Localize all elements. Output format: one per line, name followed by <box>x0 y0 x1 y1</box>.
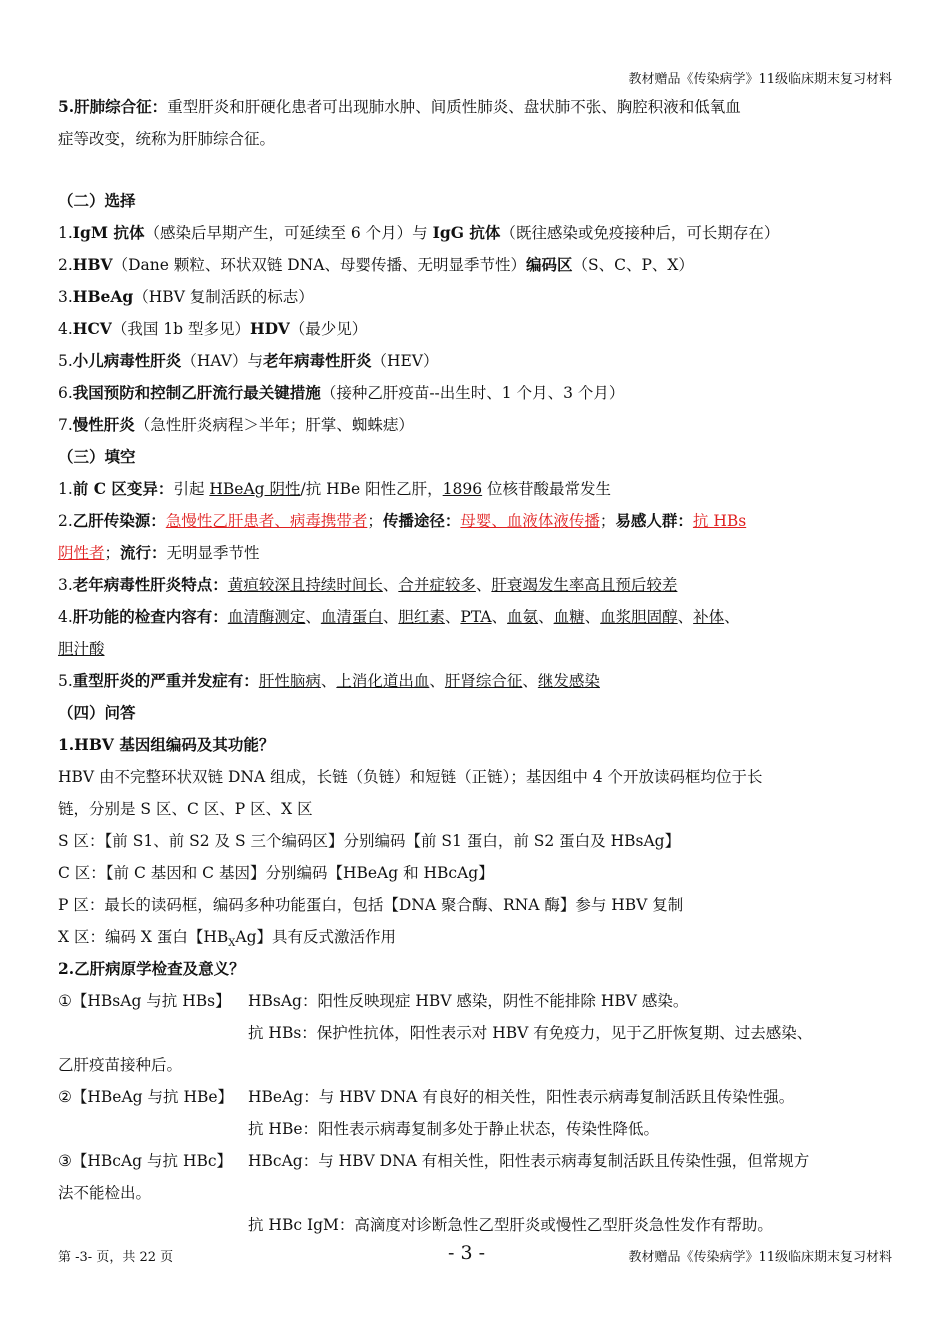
footer-page-number: - 3 - <box>448 1242 486 1264</box>
answer-line: HBV 由不完整环状双链 DNA 组成，长链（负链）和短链（正链）；基因组中 4 个开放读码框均位于长 <box>58 768 763 786</box>
fill-item-continued: 胆汁酸 <box>58 640 105 658</box>
answer-line: C 区：【前 C 基因和 C 基因】分别编码【HBeAg 和 HBcAg】 <box>58 864 494 882</box>
answer-line: P 区：最长的读码框，编码多种功能蛋白，包括【DNA 聚合酶、RNA 酶】参与 HBV 复制 <box>58 896 684 914</box>
fill-item: 4.肝功能的检查内容有：血清酶测定、血清蛋白、胆红素、PTA、血氨、血糖、血浆胆固醇、补体、 <box>58 607 740 626</box>
question-title: 1.HBV 基因组编码及其功能？ <box>58 735 275 754</box>
section-title-fill: （三）填空 <box>58 447 136 466</box>
definition-line: 5.肝肺综合征：重型肝炎和肝硬化患者可出现肺水肿、间质性肺炎、盘状肺不张、胸腔积液和低氧血 <box>58 97 741 116</box>
answer-line: 抗 HBc IgM：高滴度对诊断急性乙型肝炎或慢性乙型肝炎急性发作有帮助。 <box>248 1216 773 1234</box>
choice-item: 7.慢性肝炎（急性肝炎病程＞半年；肝掌、蜘蛛痣） <box>58 415 414 434</box>
choice-item: 3.HBeAg（HBV 复制活跃的标志） <box>58 287 314 306</box>
fill-item: 2.乙肝传染源：急慢性乙肝患者、病毒携带者；传播途径：母婴、血液体液传播；易感人群：抗 HBs <box>58 511 747 530</box>
choice-item: 6.我国预防和控制乙肝流行最关键措施（接种乙肝疫苗--出生时、1 个月、3 个月） <box>58 383 625 402</box>
choice-item: 1.IgM 抗体（感染后早期产生，可延续至 6 个月）与 IgG 抗体（既往感染或免疫接种后，可长期存在） <box>58 223 780 242</box>
answer-line: S 区：【前 S1、前 S2 及 S 三个编码区】分别编码【前 S1 蛋白，前 S2 蛋白及 HBsAg】 <box>58 832 681 850</box>
footer-title: 教材赠品《传染病学》11级临床期末复习材料 <box>628 1250 892 1265</box>
question-title: 2.乙肝病原学检查及意义？ <box>58 959 245 978</box>
fill-item: 3.老年病毒性肝炎特点：黄疸较深且持续时间长、合并症较多、肝衰竭发生率高且预后较差 <box>58 575 678 594</box>
fill-item: 5.重型肝炎的严重并发症有：肝性脑病、上消化道出血、肝肾综合征、继发感染 <box>58 671 600 690</box>
footer-page-info: 第 -3- 页，共 22 页 <box>58 1250 174 1265</box>
marker-label: ①【HBsAg 与抗 HBs】 <box>58 992 231 1010</box>
choice-item: 5.小儿病毒性肝炎（HAV）与老年病毒性肝炎（HEV） <box>58 351 439 370</box>
answer-line: 抗 HBs：保护性抗体，阳性表示对 HBV 有免疫力，见于乙肝恢复期、过去感染、 <box>248 1024 813 1042</box>
choice-item: 2.HBV（Dane 颗粒、环状双链 DNA、母婴传播、无明显季节性）编码区（S、C、P、X） <box>58 255 694 274</box>
fill-item: 1.前 C 区变异：引起 HBeAg 阴性/抗 HBe 阳性乙肝，1896 位核苷酸最常发生 <box>58 479 612 498</box>
section-title-choice: （二）选择 <box>58 191 136 210</box>
answer-line: 乙肝疫苗接种后。 <box>58 1056 183 1074</box>
answer-line: X 区：编码 X 蛋白【$HB_XAg$】具有反式激活作用 <box>58 928 397 950</box>
marker-label: ②【HBeAg 与抗 HBe】 <box>58 1088 234 1106</box>
answer-line: 法不能检出。 <box>58 1184 152 1202</box>
answer-line: 链，分别是 S 区、C 区、P 区、X 区 <box>58 800 313 818</box>
marker-label: ③【HBcAg 与抗 HBc】 <box>58 1152 233 1170</box>
answer-line: HBeAg：与 HBV DNA 有良好的相关性，阳性表示病毒复制活跃且传染性强。 <box>248 1088 795 1106</box>
page-header: 教材赠品《传染病学》11级临床期末复习材料 <box>628 72 892 87</box>
fill-item-continued: 阴性者；流行：无明显季节性 <box>58 543 260 562</box>
answer-line: HBcAg：与 HBV DNA 有相关性，阳性表示病毒复制活跃且传染性强，但常规方 <box>248 1152 810 1170</box>
definition-line: 症等改变，统称为肝肺综合征。 <box>58 130 276 148</box>
answer-line: HBsAg：阳性反映现症 HBV 感染，阴性不能排除 HBV 感染。 <box>248 992 689 1010</box>
choice-item: 4.HCV（我国 1b 型多见）HDV（最少见） <box>58 319 368 338</box>
answer-line: 抗 HBe：阳性表示病毒复制多处于静止状态，传染性降低。 <box>248 1120 660 1138</box>
section-title-qa: （四）问答 <box>58 703 136 722</box>
